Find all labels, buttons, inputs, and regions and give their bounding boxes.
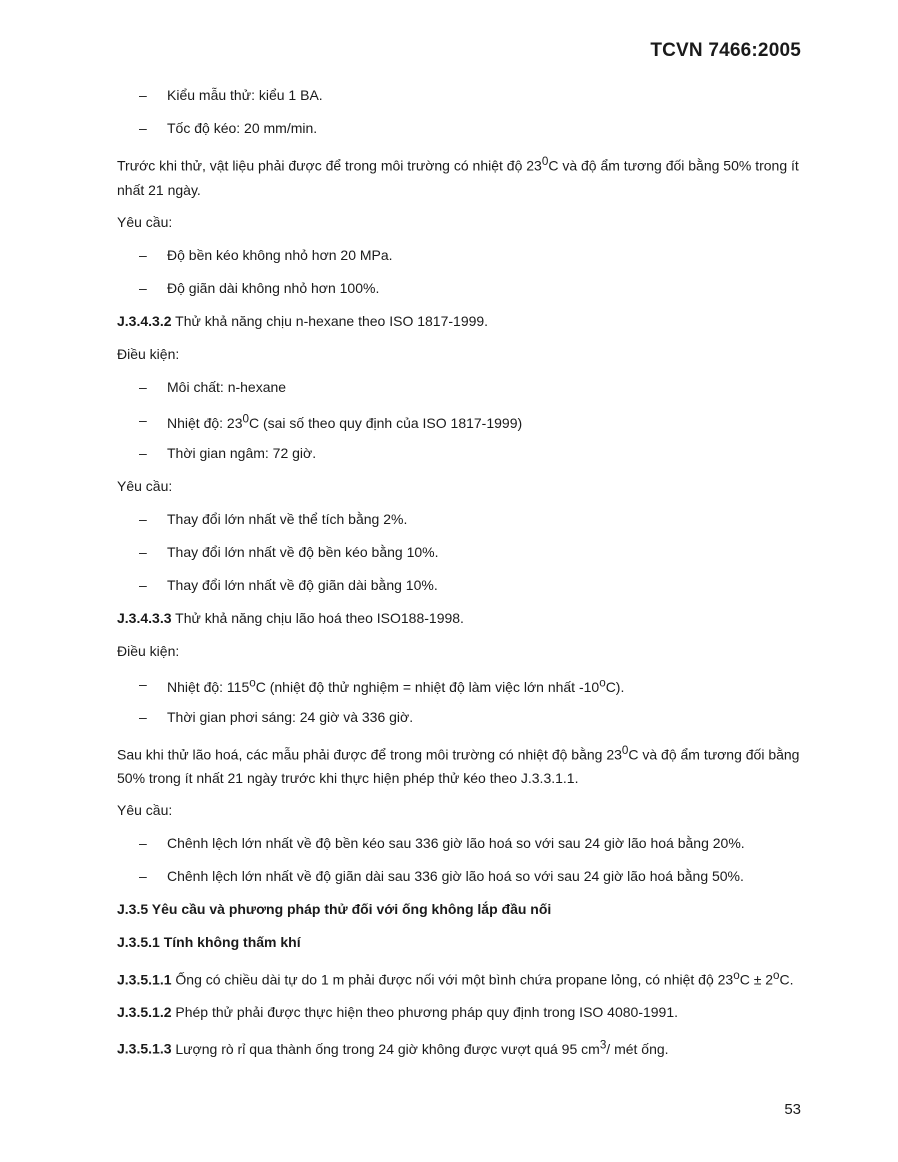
list-item-text — [167, 412, 523, 432]
list-item-text: C (nhiệt độ thử nghiệm = nhiệt độ làm việc lớn nhất -10 — [255, 679, 600, 696]
list-item — [117, 442, 802, 475]
paragraph-text: C và độ ẩm tương đối bằng 50% trong ít nhất 21 ngày. — [117, 157, 799, 198]
list-item — [117, 574, 802, 607]
list-item — [117, 541, 802, 574]
section-clause — [117, 1001, 802, 1034]
requirements-label: Yêu cầu: — [117, 802, 173, 819]
list-item — [117, 117, 802, 150]
paragraph-text: Trước khi thử, vật liệu phải được để trong môi trường có nhiệt độ 23 — [117, 157, 542, 174]
conditions-label: Điều kiện: — [117, 345, 180, 362]
clause-text: C ± 2 — [739, 971, 774, 988]
list-item — [117, 673, 802, 706]
superscript: o — [599, 676, 606, 690]
dash-bullet: – — [139, 87, 147, 103]
superscript: o — [733, 969, 740, 983]
paragraph-text: C và độ ẩm tương đối bằng 50% trong ít nhất 21 ngày trước khi thực hiện phép thử kéo theo J.3.3.1.1. — [117, 746, 800, 787]
paragraph — [117, 739, 802, 800]
requirements-label: Yêu cầu: — [117, 213, 173, 230]
list-item-text: Chênh lệch lớn nhất về độ giãn dài sau 336 giờ lão hoá so với sau 24 giờ lão hoá bằng 50%. — [167, 868, 744, 885]
list-item-text: C (sai số theo quy định của ISO 1817-1999) — [248, 415, 523, 432]
list-item-text: Thời gian phơi sáng: 24 giờ và 336 giờ. — [167, 708, 414, 725]
dash-bullet: – — [139, 868, 147, 885]
document-code: TCVN 7466:2005 — [650, 40, 801, 61]
list-item-text: C). — [605, 679, 625, 696]
dash-bullet: – — [139, 411, 147, 428]
list-item-text: Thay đổi lớn nhất về độ giãn dài bằng 10%. — [167, 576, 438, 593]
heading-text: Tính không thấm khí — [163, 934, 301, 951]
clause-text — [175, 1037, 669, 1057]
dash-bullet: – — [139, 378, 147, 395]
list-item-text: Nhiệt độ: 115 — [167, 679, 250, 696]
page-number: 53 — [784, 1101, 801, 1118]
requirements-label: Yêu cầu: — [117, 477, 173, 494]
list-item-text: Độ giãn dài không nhỏ hơn 100%. — [167, 279, 380, 296]
list-item-text — [167, 676, 625, 696]
dash-bullet: – — [139, 120, 147, 136]
section-heading — [117, 898, 802, 931]
superscript: o — [773, 969, 780, 983]
list-item-text: Độ bền kéo không nhỏ hơn 20 MPa. — [167, 246, 393, 263]
list-item-text: Chênh lệch lớn nhất về độ bền kéo sau 336 giờ lão hoá so với sau 24 giờ lão hoá bằng 20%. — [167, 835, 745, 852]
list-item-text: Nhiệt độ: 23 — [167, 415, 243, 432]
list-item-text: Kiểu mẫu thử: kiểu 1 BA. — [167, 87, 323, 103]
section-clause — [117, 1034, 802, 1067]
list-item-text: Thay đổi lớn nhất về thể tích bằng 2%. — [167, 510, 408, 527]
list-item — [117, 244, 802, 277]
superscript: 0 — [621, 743, 629, 757]
heading-number: J.3.5.1 — [117, 934, 160, 951]
list-item-text: Thay đổi lớn nhất về độ bền kéo bằng 10%. — [167, 543, 439, 560]
clause-number: J.3.4.3.3 — [117, 609, 172, 626]
list-item — [117, 508, 802, 541]
list-item-text: Tốc độ kéo: 20 mm/min. — [167, 120, 318, 136]
section-clause — [117, 607, 802, 640]
conditions-label: Điều kiện: — [117, 642, 180, 659]
list-item — [117, 409, 802, 442]
clause-text: Thử khả năng chịu lão hoá theo ISO188-1998. — [175, 609, 464, 626]
list-item — [117, 832, 802, 865]
dash-bullet: – — [139, 708, 147, 725]
dash-bullet: – — [139, 279, 147, 296]
list-item — [117, 376, 802, 409]
clause-text: Thử khả năng chịu n-hexane theo ISO 1817-1999. — [175, 312, 489, 329]
section-clause — [117, 964, 802, 1001]
paragraph — [117, 150, 802, 211]
clause-text: Ống có chiều dài tự do 1 m phải được nối với một bình chứa propane lỏng, có nhiệt độ 23 — [175, 971, 734, 988]
list-item — [117, 865, 802, 898]
dash-bullet: – — [139, 675, 147, 692]
clause-number: J.3.5.1.2 — [117, 1003, 172, 1020]
dash-bullet: – — [139, 510, 147, 527]
heading-number: J.3.5 — [117, 901, 149, 918]
superscript: 0 — [541, 155, 549, 168]
list-item-text: Thời gian ngâm: 72 giờ. — [167, 444, 317, 461]
page-body — [117, 84, 802, 1067]
superscript: o — [249, 676, 256, 690]
heading-text: Yêu cầu và phương pháp thử đối với ống không lắp đầu nối — [151, 901, 552, 918]
superscript: 3 — [599, 1037, 607, 1051]
clause-number: J.3.5.1.3 — [117, 1040, 172, 1057]
list-item-text: Môi chất: n-hexane — [167, 378, 287, 395]
clause-number: J.3.4.3.2 — [117, 312, 172, 329]
clause-text: / mét ống. — [606, 1040, 669, 1057]
dash-bullet: – — [139, 246, 147, 263]
clause-number: J.3.5.1.1 — [117, 971, 172, 988]
section-heading — [117, 931, 802, 964]
clause-text: Phép thử phải được thực hiện theo phương pháp quy định trong ISO 4080-1991. — [175, 1003, 679, 1020]
list-item — [117, 84, 802, 117]
dash-bullet: – — [139, 835, 147, 852]
dash-bullet: – — [139, 543, 147, 560]
paragraph-text: Sau khi thử lão hoá, các mẫu phải được để trong môi trường có nhiệt độ bằng 23 — [117, 746, 622, 763]
clause-text: Lượng rò rỉ qua thành ống trong 24 giờ không được vượt quá 95 cm — [175, 1040, 600, 1057]
clause-text: C. — [779, 971, 794, 988]
list-item — [117, 277, 802, 310]
superscript: 0 — [242, 412, 249, 426]
section-clause — [117, 310, 802, 343]
dash-bullet: – — [139, 576, 147, 593]
list-item — [117, 706, 802, 739]
dash-bullet: – — [139, 444, 147, 461]
